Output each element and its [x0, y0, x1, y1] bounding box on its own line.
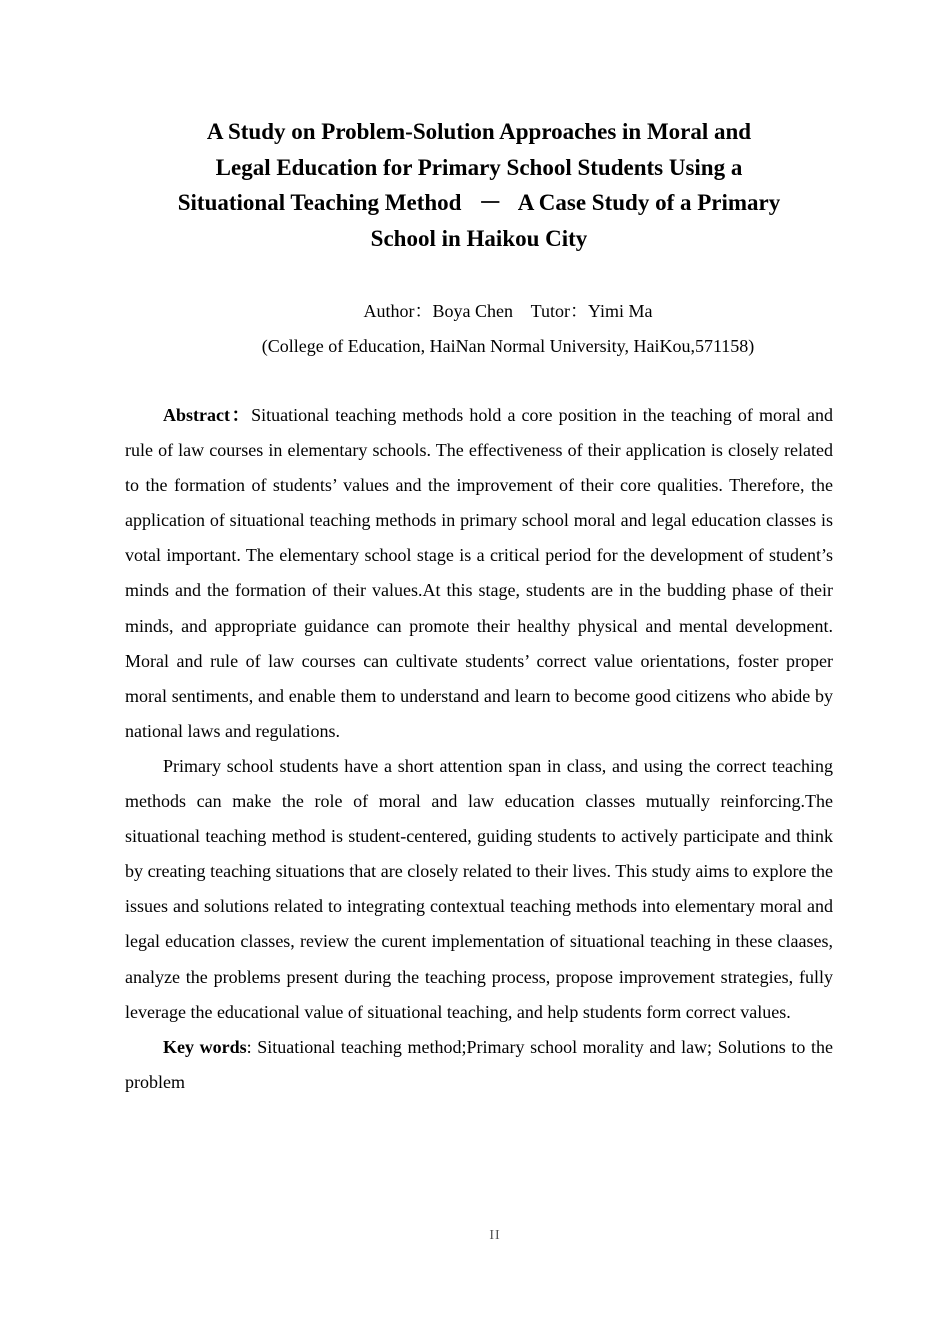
keywords-paragraph [125, 1030, 833, 1100]
page-number: II [489, 1228, 501, 1243]
author-name: Boya Chen [432, 301, 513, 321]
affiliation: (College of Education, HaiNan Normal University, HaiKou,571158) [261, 336, 755, 356]
abstract-body [125, 398, 833, 1100]
keywords-text: : Situational teaching method;Primary school morality and law; Solutions to the problem [125, 1036, 833, 1092]
keywords-label: Key words [163, 1036, 247, 1057]
tutor-label: Tutor： [530, 301, 589, 321]
paper-title [125, 114, 833, 256]
title-line-2: Legal Education for Primary School Students Using a [215, 154, 743, 180]
title-line-3: Situational Teaching Method － A Case Study of a Primary [177, 190, 781, 215]
author-line [0, 299, 950, 323]
tutor-name: Yimi Ma [588, 301, 653, 321]
title-line-1: A Study on Problem-Solution Approaches in Moral and [206, 119, 752, 144]
abstract-text-1: Situational teaching methods hold a core position in the teaching of moral and rule of law courses in elementary schools. The effectiveness of their application is closely related to the formation of students’ values and the improvement of their core qualities. Therefore, the application of situational teaching methods in primary school moral and legal education classes is votal important. The elementary school stage is a critical period for the development of student’s minds and the formation of their values.At this stage, students are in the budding phase of their minds, and appropriate guidance can promote their healthy physical and mental development. Moral and rule of law courses can cultivate students’ correct value orientations, foster proper moral sentiments, and enable them to understand and learn to become good citizens who abide by national laws and regulations. [125, 405, 833, 741]
abstract-label: Abstract： [163, 405, 252, 425]
abstract-paragraph-1 [125, 398, 833, 749]
author-label: Author： [363, 301, 433, 321]
title-line-4: School in Haikou City [370, 225, 588, 251]
abstract-paragraph-2: Primary school students have a short attention span in class, and using the correct teaching methods can make the role of moral and law education classes mutually reinforcing.The situational teaching method is student-centered, guiding students to actively participate and think by creating teaching situations that are closely related to their lives. This study aims to explore the issues and solutions related to integrating contextual teaching methods into elementary moral and legal education classes, review the curent implementation of situational teaching in these claases, analyze the problems present during the teaching process, propose improvement strategies, fully leverage the educational value of situational teaching, and help students form correct values. [125, 755, 833, 1022]
